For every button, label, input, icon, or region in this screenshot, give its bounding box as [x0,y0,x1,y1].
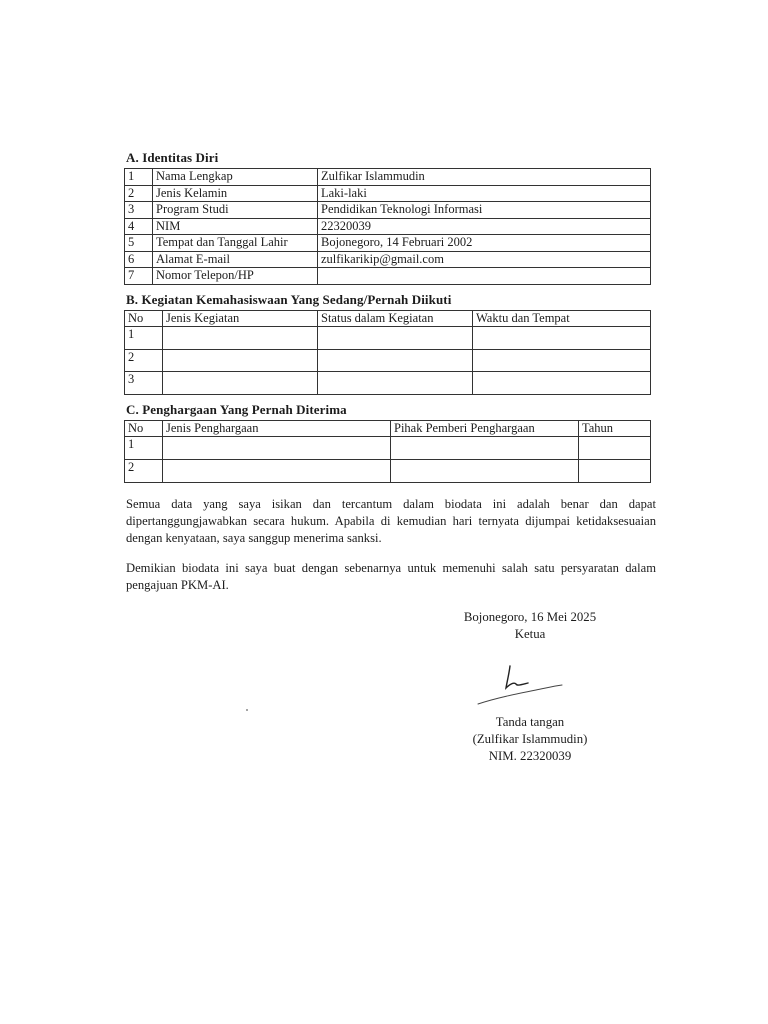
table-row [125,268,651,285]
table-row [125,372,651,395]
column-header: Jenis Penghargaan [163,421,391,437]
field-value: Zulfikar Islammudin [318,169,651,186]
column-header: Pihak Pemberi Penghargaan [391,421,579,437]
statement-paragraph-2: Demikian biodata ini saya buat dengan sebenarnya untuk memenuhi salah satu persyaratan dalam pengajuan PKM-AI. [126,561,656,592]
table-header-row [125,311,651,327]
table-cell [163,349,318,372]
place-date: Bojonegoro, 16 Mei 2025 [463,610,597,624]
table-cell [318,349,473,372]
signature-caption: Tanda tangan [495,715,565,729]
activities-table [124,310,651,395]
table-row [125,185,651,202]
field-label: Jenis Kelamin [153,185,318,202]
field-label: Alamat E-mail [153,251,318,268]
table-row [125,202,651,219]
field-value: 22320039 [318,218,651,235]
row-number: 5 [125,235,153,252]
signer-role: Ketua [514,627,546,641]
field-label: Program Studi [153,202,318,219]
table-row [125,218,651,235]
field-label: Nama Lengkap [153,169,318,186]
field-value: zulfikarikip@gmail.com [318,251,651,268]
column-header: Waktu dan Tempat [473,311,651,327]
row-number: 7 [125,268,153,285]
table-header-row [125,421,651,437]
field-label: Nomor Telepon/HP [153,268,318,285]
signer-nim: NIM. 22320039 [488,749,572,763]
table-cell [318,372,473,395]
table-row [125,349,651,372]
row-number: 3 [125,202,153,219]
table-row [125,235,651,252]
table-row [125,460,651,483]
column-header: Tahun [579,421,651,437]
row-number: 1 [125,437,163,460]
table-row [125,251,651,268]
row-number: 6 [125,251,153,268]
table-cell [163,460,391,483]
section-c-title: C. Penghargaan Yang Pernah Diterima [126,402,347,417]
table-cell [163,372,318,395]
field-label: NIM [153,218,318,235]
table-cell [391,437,579,460]
column-header: No [125,311,163,327]
row-number: 1 [125,327,163,350]
column-header: Jenis Kegiatan [163,311,318,327]
column-header: No [125,421,163,437]
row-number: 2 [125,460,163,483]
field-label: Tempat dan Tanggal Lahir [153,235,318,252]
table-row [125,169,651,186]
table-cell [473,349,651,372]
row-number: 2 [125,185,153,202]
row-number: 1 [125,169,153,186]
table-cell [318,327,473,350]
table-cell [579,437,651,460]
statement-paragraph-1: Semua data yang saya isikan dan tercantum dalam biodata ini adalah benar dan dapat dipertanggungjawabkan secara hukum. Apabila di kemudian hari ternyata dijumpai ketidaksesuaian dengan kenyataan, saya sanggup menerima sanksi. [126,497,656,545]
section-b-title: B. Kegiatan Kemahasiswaan Yang Sedang/Pernah Diikuti [126,292,452,307]
table-cell [163,437,391,460]
field-value [318,268,651,285]
handwritten-signature [476,660,566,710]
table-cell [579,460,651,483]
field-value: Bojonegoro, 14 Februari 2002 [318,235,651,252]
table-cell [391,460,579,483]
field-value: Laki-laki [318,185,651,202]
table-row [125,327,651,350]
field-value: Pendidikan Teknologi Informasi [318,202,651,219]
table-cell [473,327,651,350]
row-number: 2 [125,349,163,372]
identity-table [124,168,651,285]
scan-speck [246,709,248,711]
signer-name: (Zulfikar Islammudin) [472,732,588,746]
table-cell [473,372,651,395]
row-number: 3 [125,372,163,395]
column-header: Status dalam Kegiatan [318,311,473,327]
section-a-title: A. Identitas Diri [126,150,219,165]
awards-table [124,420,651,483]
table-row [125,437,651,460]
table-cell [163,327,318,350]
row-number: 4 [125,218,153,235]
